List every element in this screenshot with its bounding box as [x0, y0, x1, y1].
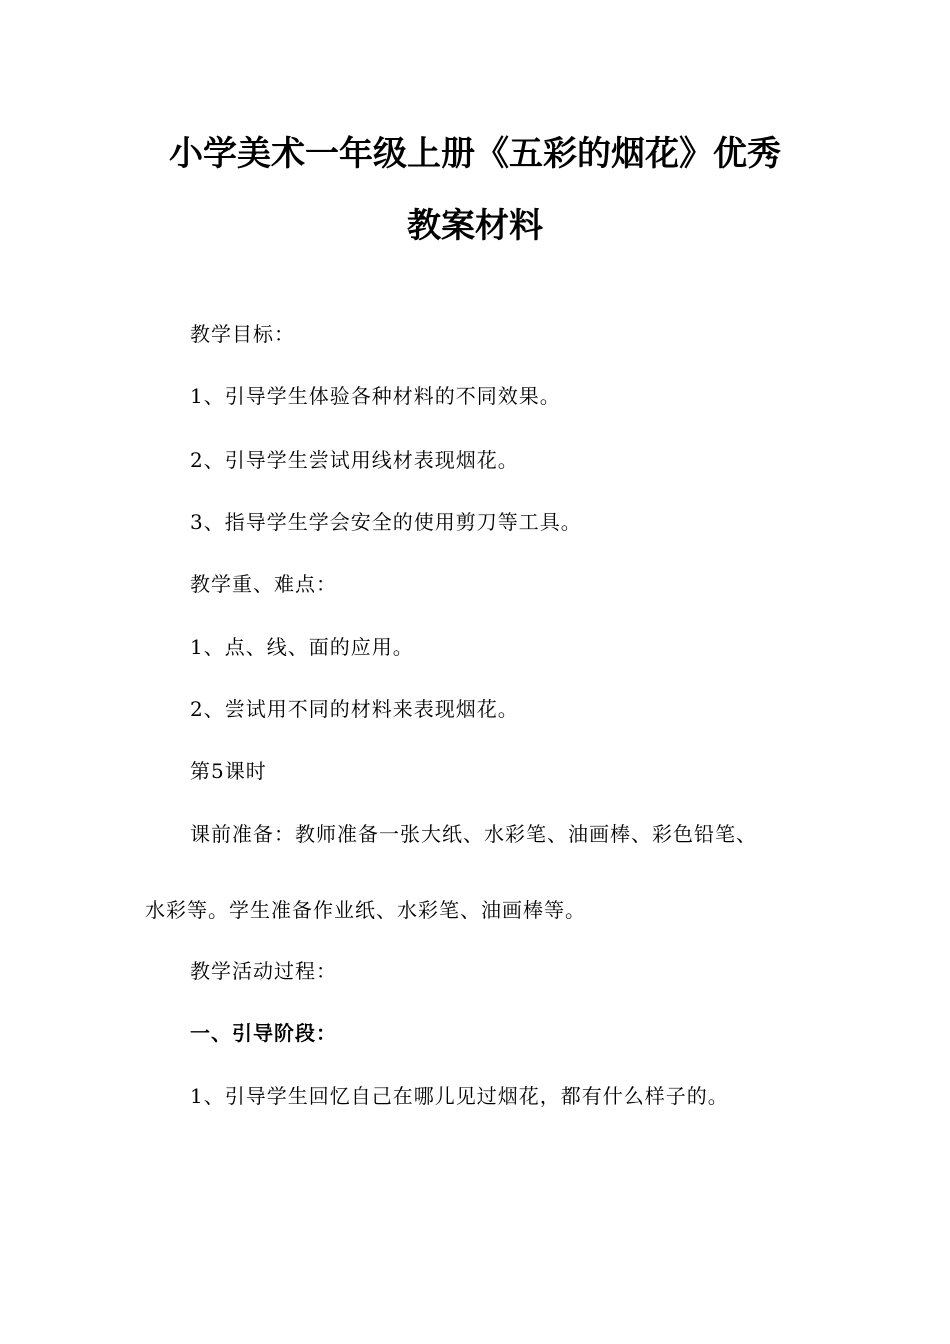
heading-key-points: 教学重、难点：: [190, 572, 337, 596]
lesson-number: 第5课时: [190, 759, 267, 783]
goal-item-1: 1、引导学生体验各种材料的不同效果。: [190, 384, 561, 408]
preparation-line-2: 水彩等。学生准备作业纸、水彩笔、油画棒等。: [145, 898, 586, 922]
key-point-1: 1、点、线、面的应用。: [190, 635, 414, 659]
guidance-item-1: 1、引导学生回忆自己在哪儿见过烟花，都有什么样子的。: [190, 1084, 729, 1108]
heading-teaching-goals: 教学目标：: [190, 322, 295, 346]
preparation-line-1: 课前准备：教师准备一张大纸、水彩笔、油画棒、彩色铅笔、: [190, 822, 757, 846]
heading-guidance-stage: 一、引导阶段：: [190, 1021, 337, 1045]
key-point-2: 2、尝试用不同的材料来表现烟花。: [190, 697, 519, 721]
heading-activity-process: 教学活动过程：: [190, 959, 337, 983]
goal-item-2: 2、引导学生尝试用线材表现烟花。: [190, 448, 519, 472]
document-title-line-2: 教案材料: [407, 206, 543, 246]
goal-item-3: 3、指导学生学会安全的使用剪刀等工具。: [190, 510, 582, 534]
document-title-line-1: 小学美术一年级上册《五彩的烟花》优秀: [169, 134, 781, 174]
